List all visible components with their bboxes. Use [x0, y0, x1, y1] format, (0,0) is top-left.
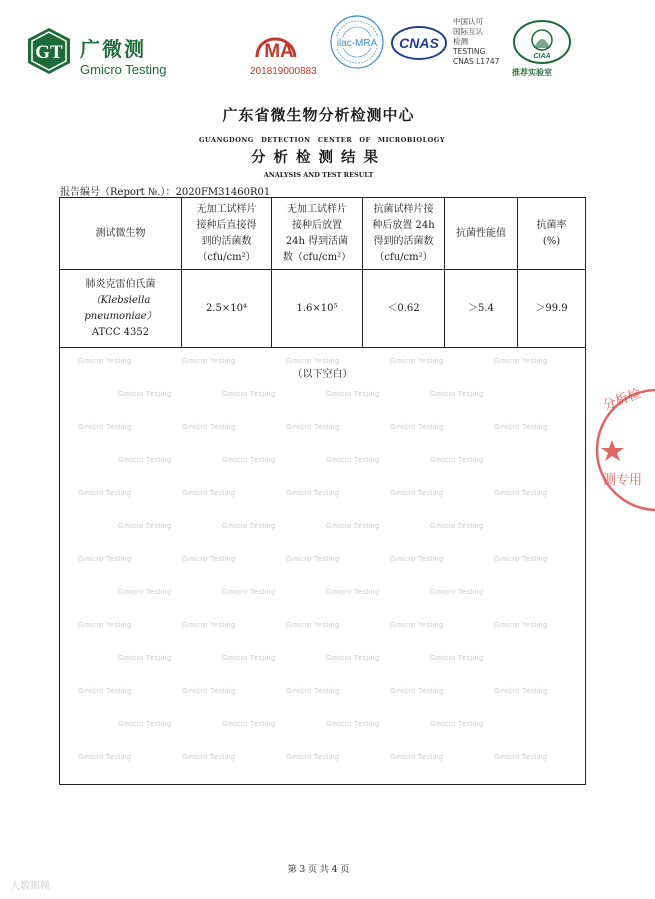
- result-title-en: ANALYSIS AND TEST RESULT: [263, 171, 374, 179]
- cnas-logo-icon: [391, 26, 447, 60]
- watermark-text: Gmicro Testing: [286, 622, 340, 629]
- cma-logo-icon: [253, 27, 299, 63]
- page-number: 第 3 页 共 4 页: [287, 865, 350, 875]
- result-title-cn: 分析检测结果: [251, 150, 386, 166]
- ilac-mra-logo-icon: [329, 14, 385, 70]
- watermark-text: Gmicro Testing: [118, 655, 172, 662]
- brand-name-en: Gmicro Testing: [80, 62, 167, 77]
- watermark-text: Gmicro Testing: [222, 655, 276, 662]
- blank-below-note: （以下空白）: [292, 369, 353, 380]
- watermark-text: Gmicro Testing: [78, 358, 132, 365]
- watermark-text: Gmicro Testing: [182, 688, 236, 695]
- header-cell-control-24h: 无加工试样片 接种后放置 24h 得到活菌 数（cfu/cm²）: [282, 203, 352, 263]
- watermark-text: Gmicro Testing: [326, 391, 380, 398]
- header-cell-control-0h: 无加工试样片 接种后直接得 到的活菌数 （cfu/cm²）: [196, 203, 257, 263]
- watermark-text: Gmicro Testing: [430, 457, 484, 464]
- cell-microbe: 肺炎克雷伯氏菌 （Klebsiella pneumoniae） ATCC 4352: [84, 278, 157, 338]
- watermark-text: Gmicro Testing: [390, 490, 444, 497]
- source-watermark: 大数据梯: [10, 881, 50, 892]
- results-table: [59, 197, 586, 785]
- svg-text:CIAA: CIAA: [533, 53, 551, 60]
- watermark-text: Gmicro Testing: [182, 490, 236, 497]
- watermark-text: Gmicro Testing: [182, 556, 236, 563]
- watermark-text: Gmicro Testing: [182, 424, 236, 431]
- watermark-text: Gmicro Testing: [390, 424, 444, 431]
- svg-text:CNAS: CNAS: [399, 35, 439, 51]
- watermark-text: Gmicro Testing: [494, 688, 548, 695]
- svg-text:MA: MA: [264, 41, 294, 62]
- watermark-text: Gmicro Testing: [286, 358, 340, 365]
- cma-number: 201819000883: [250, 66, 317, 77]
- watermark-text: Gmicro Testing: [78, 490, 132, 497]
- watermark-text: Gmicro Testing: [430, 391, 484, 398]
- svg-text:测专用: 测专用: [603, 473, 643, 488]
- watermark-text: Gmicro Testing: [390, 688, 444, 695]
- watermark-text: Gmicro Testing: [286, 754, 340, 761]
- report-number: [60, 183, 270, 198]
- cell-activity: ＞5.4: [468, 302, 494, 314]
- watermark-text: Gmicro Testing: [286, 556, 340, 563]
- watermark-text: Gmicro Testing: [390, 622, 444, 629]
- watermark-text: Gmicro Testing: [326, 589, 380, 596]
- watermark-text: Gmicro Testing: [390, 358, 444, 365]
- cell-control-24h: 1.6×10⁵: [296, 302, 338, 314]
- header-cell-rate: 抗菌率 (%): [536, 219, 567, 247]
- watermark-text: Gmicro Testing: [430, 523, 484, 530]
- cell-rate: ＞99.9: [535, 302, 568, 314]
- brand-name-cn: 广微测: [80, 37, 146, 61]
- watermark-text: Gmicro Testing: [118, 523, 172, 530]
- watermark-text: Gmicro Testing: [78, 622, 132, 629]
- watermark-text: Gmicro Testing: [78, 688, 132, 695]
- watermark-text: Gmicro Testing: [222, 457, 276, 464]
- watermark-text: Gmicro Testing: [78, 556, 132, 563]
- watermark-text: Gmicro Testing: [118, 721, 172, 728]
- gmicro-logo-icon: [26, 27, 72, 75]
- watermark-text: Gmicro Testing: [222, 721, 276, 728]
- org-title-en: GUANGDONG DETECTION CENTER OF MICROBIOLOGY: [199, 136, 445, 144]
- ciaa-label: 推荐实验室: [512, 68, 552, 77]
- header-cell-treated-24h: 抗菌试样片接 种后放置 24h 得到的活菌数 （cfu/cm²）: [372, 203, 435, 263]
- cell-treated-24h: ＜0.62: [387, 302, 420, 314]
- watermark-text: Gmicro Testing: [326, 721, 380, 728]
- watermark-text: Gmicro Testing: [222, 391, 276, 398]
- official-seal-icon: [595, 380, 655, 520]
- svg-text:ilac-MRA: ilac-MRA: [336, 38, 378, 49]
- org-title-cn: 广东省微生物分析检测中心: [222, 106, 415, 124]
- watermark-text: Gmicro Testing: [326, 457, 380, 464]
- watermark-text: Gmicro Testing: [78, 424, 132, 431]
- svg-text:分析检: 分析检: [601, 386, 644, 414]
- watermark-text: Gmicro Testing: [494, 490, 548, 497]
- watermark-text: Gmicro Testing: [286, 424, 340, 431]
- watermark-text: Gmicro Testing: [390, 556, 444, 563]
- cell-control-0h: 2.5×10⁴: [205, 302, 247, 314]
- watermark-text: Gmicro Testing: [430, 589, 484, 596]
- watermark-text: Gmicro Testing: [222, 523, 276, 530]
- watermark-text: Gmicro Testing: [118, 391, 172, 398]
- report-number-label: 报告编号（Report №.）：: [60, 187, 176, 198]
- watermark-text: Gmicro Testing: [430, 721, 484, 728]
- report-number-value: 2020FM31460R01: [175, 187, 271, 198]
- header-cell-activity: 抗菌性能值: [456, 227, 506, 239]
- watermark-text: Gmicro Testing: [494, 622, 548, 629]
- watermark-text: Gmicro Testing: [118, 457, 172, 464]
- watermark-text: Gmicro Testing: [494, 556, 548, 563]
- watermark-text: Gmicro Testing: [182, 622, 236, 629]
- watermark-text: Gmicro Testing: [182, 754, 236, 761]
- watermark-text: Gmicro Testing: [494, 358, 548, 365]
- watermark-text: Gmicro Testing: [326, 523, 380, 530]
- watermark-text: Gmicro Testing: [78, 754, 132, 761]
- watermark-text: Gmicro Testing: [118, 589, 172, 596]
- watermark-text: Gmicro Testing: [494, 754, 548, 761]
- watermark-text: Gmicro Testing: [430, 655, 484, 662]
- header-cell-microbe: 测试微生物: [95, 227, 146, 239]
- watermark-text: Gmicro Testing: [390, 754, 444, 761]
- cnas-accreditation-text: 中国认可 国际互认 检测 TESTING CNAS L1747: [453, 17, 500, 66]
- watermark-text: Gmicro Testing: [286, 490, 340, 497]
- svg-text:GT: GT: [35, 42, 63, 63]
- watermark-text: Gmicro Testing: [494, 424, 548, 431]
- watermark-text: Gmicro Testing: [286, 688, 340, 695]
- watermark-text: Gmicro Testing: [222, 589, 276, 596]
- row-divider: [60, 347, 585, 348]
- watermark-text: Gmicro Testing: [182, 358, 236, 365]
- watermark-text: Gmicro Testing: [326, 655, 380, 662]
